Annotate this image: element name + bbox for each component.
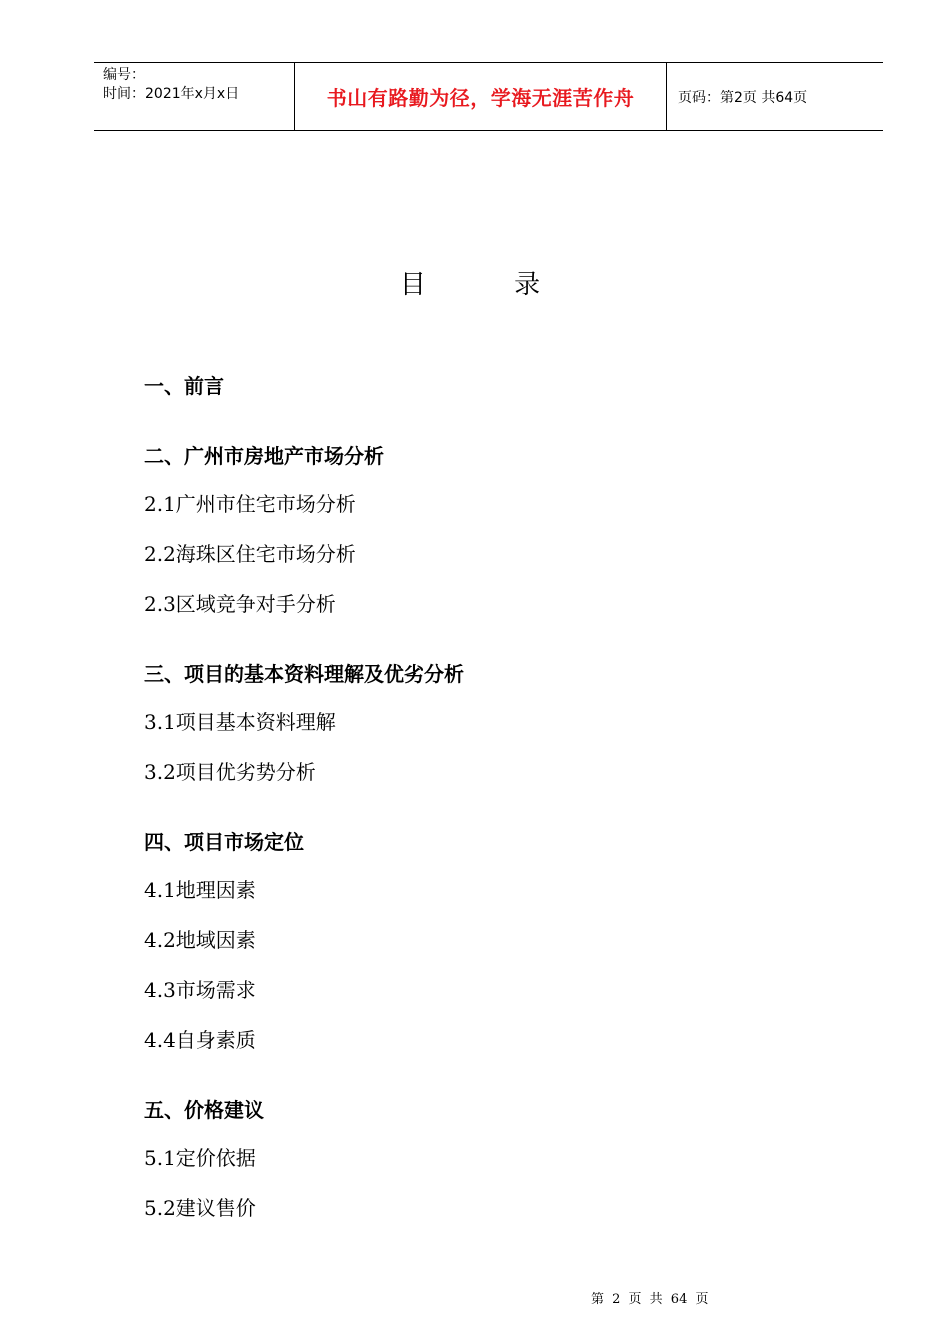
toc-subitem: 4.1地理因素 bbox=[144, 878, 256, 902]
toc-heading: 一、前言 bbox=[144, 374, 224, 398]
page-footer: 第 2 页 共 64 页 bbox=[591, 1292, 709, 1307]
page-title: 目 录 bbox=[399, 270, 581, 300]
toc-heading: 四、项目市场定位 bbox=[144, 830, 304, 854]
header-motto: 书山有路勤为径，学海无涯苦作舟 bbox=[326, 86, 635, 110]
toc-subitem: 4.4自身素质 bbox=[144, 1028, 256, 1052]
number-label: 编号： bbox=[103, 67, 145, 83]
time-label: 时间：2021年x月x日 bbox=[103, 86, 240, 102]
toc-subitem: 2.1广州市住宅市场分析 bbox=[144, 492, 356, 516]
toc-heading: 二、广州市房地产市场分析 bbox=[144, 444, 384, 468]
toc-heading: 三、项目的基本资料理解及优劣分析 bbox=[144, 662, 464, 686]
toc-subitem: 4.2地域因素 bbox=[144, 928, 256, 952]
page-header bbox=[94, 62, 883, 131]
header-page-info: 页码：第2页 共64页 bbox=[678, 89, 808, 106]
header-meta bbox=[94, 63, 294, 130]
toc-subitem: 2.2海珠区住宅市场分析 bbox=[144, 542, 356, 566]
toc-subitem: 3.1项目基本资料理解 bbox=[144, 710, 336, 734]
toc-subitem: 4.3市场需求 bbox=[144, 978, 256, 1002]
toc-subitem: 2.3区域竞争对手分析 bbox=[144, 592, 336, 616]
toc-subitem: 3.2项目优劣势分析 bbox=[144, 760, 316, 784]
toc-heading: 五、价格建议 bbox=[144, 1098, 264, 1122]
header-motto-cell bbox=[294, 63, 667, 130]
toc-subitem: 5.1定价依据 bbox=[144, 1146, 256, 1170]
toc-subitem: 5.2建议售价 bbox=[144, 1196, 256, 1220]
